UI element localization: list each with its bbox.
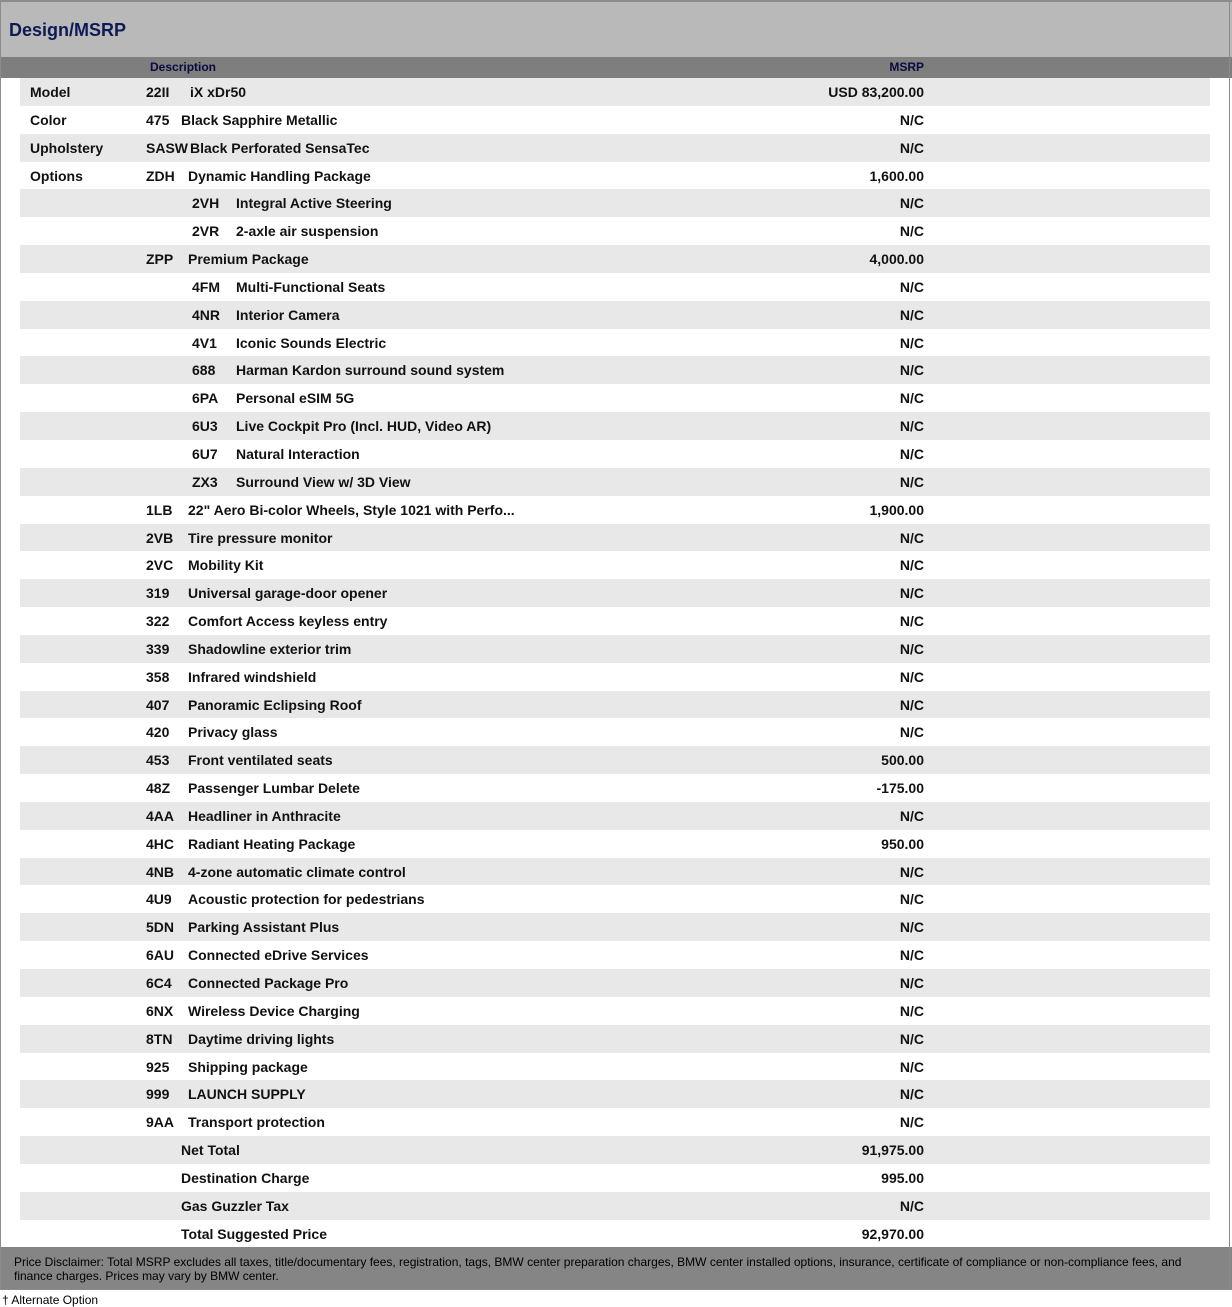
- option-code: 322: [146, 613, 170, 630]
- option-description: Harman Kardon surround sound system: [236, 362, 505, 379]
- option-price: N/C: [899, 445, 924, 462]
- option-code: 6NX: [146, 1002, 174, 1019]
- option-code: 8TN: [146, 1030, 173, 1047]
- option-price: N/C: [899, 1197, 924, 1214]
- option-code: 475: [146, 111, 170, 128]
- option-code: 1LB: [146, 501, 173, 518]
- option-description: Multi-Functional Seats: [236, 278, 386, 295]
- option-price: 92,970.00: [861, 1225, 924, 1242]
- option-price: N/C: [899, 863, 924, 880]
- option-code: 2VR: [192, 223, 220, 240]
- option-price: N/C: [899, 223, 924, 240]
- page-title: Design/MSRP: [9, 20, 127, 40]
- option-description: Connected Package Pro: [188, 975, 349, 991]
- option-code: 6PA: [192, 390, 219, 407]
- option-description: Premium Package: [188, 251, 309, 268]
- option-description: Total Suggested Price: [181, 1225, 327, 1242]
- option-description: Daytime driving lights: [188, 1030, 335, 1047]
- row-label: Upholstery: [30, 139, 104, 156]
- option-code: 339: [146, 640, 170, 657]
- option-code: 6AU: [146, 947, 175, 964]
- option-code: 9AA: [146, 1114, 175, 1131]
- option-code: 999: [146, 1086, 170, 1103]
- option-price: N/C: [899, 418, 924, 435]
- option-description: Dynamic Handling Package: [188, 167, 371, 184]
- option-price: N/C: [899, 947, 924, 964]
- option-price: N/C: [899, 1030, 924, 1047]
- option-description: Black Sapphire Metallic: [181, 111, 338, 128]
- option-description: Front ventilated seats: [188, 752, 333, 769]
- option-price: N/C: [899, 390, 924, 407]
- option-description: Acoustic protection for pedestrians: [188, 891, 425, 908]
- option-price: N/C: [899, 696, 924, 713]
- option-description: Net Total: [181, 1142, 240, 1159]
- option-price: 1,600.00: [869, 167, 924, 184]
- option-price: N/C: [899, 557, 924, 574]
- option-description: Connected eDrive Services: [188, 947, 369, 964]
- option-code: 4NB: [146, 863, 175, 880]
- option-description: Natural Interaction: [236, 445, 360, 462]
- option-description: 4-zone automatic climate control: [188, 863, 406, 880]
- option-description: Panoramic Eclipsing Roof: [188, 696, 362, 713]
- option-price: N/C: [899, 529, 924, 546]
- option-price: N/C: [899, 1058, 924, 1075]
- row-label: Color: [30, 111, 67, 128]
- option-code: 6U7: [192, 445, 218, 462]
- option-code: 453: [146, 752, 170, 769]
- option-description: Shadowline exterior trim: [188, 640, 352, 657]
- option-price: N/C: [899, 306, 924, 323]
- option-code: 407: [146, 696, 170, 713]
- option-code: 2VB: [146, 529, 174, 546]
- option-code: 22II: [146, 84, 170, 100]
- option-code: 6U3: [192, 418, 218, 435]
- row-label: Model: [30, 84, 71, 100]
- option-price: N/C: [899, 640, 924, 657]
- option-price: N/C: [899, 975, 924, 991]
- option-description: Tire pressure monitor: [188, 529, 333, 546]
- option-description: Interior Camera: [236, 306, 340, 323]
- price-disclaimer: Price Disclaimer: Total MSRP excludes all taxes, title/documentary fees, registration, tags, BMW center preparation charges, BMW center installed options, insurance, certificate of compliance or non-compliance fees, and finance charges. Prices may vary by BMW center.: [0, 1247, 1232, 1290]
- option-description: Black Perforated SensaTec: [190, 139, 370, 156]
- option-code: ZX3: [192, 473, 218, 490]
- option-code: 319: [146, 585, 170, 602]
- option-code: 688: [192, 362, 216, 379]
- row-label: Options: [30, 167, 83, 184]
- option-description: Live Cockpit Pro (Incl. HUD, Video AR): [236, 418, 492, 435]
- option-description: Personal eSIM 5G: [236, 390, 355, 407]
- option-code: 5DN: [146, 919, 175, 936]
- option-price: N/C: [899, 891, 924, 908]
- option-code: ZDH: [146, 167, 175, 184]
- option-price: N/C: [899, 724, 924, 741]
- option-description: Integral Active Steering: [236, 195, 392, 212]
- option-price: N/C: [899, 1086, 924, 1103]
- option-price: N/C: [899, 362, 924, 379]
- option-code: 4AA: [146, 807, 175, 824]
- option-price: 1,900.00: [869, 501, 924, 518]
- option-description: Comfort Access keyless entry: [188, 613, 388, 630]
- option-price: N/C: [899, 668, 924, 685]
- option-price: 500.00: [881, 752, 924, 769]
- option-description: Transport protection: [188, 1114, 325, 1131]
- option-price: N/C: [899, 613, 924, 630]
- header-description: Description: [150, 60, 217, 74]
- option-code: 925: [146, 1058, 170, 1075]
- option-code: 358: [146, 668, 170, 685]
- option-price: 91,975.00: [861, 1142, 924, 1159]
- option-price: N/C: [899, 111, 924, 128]
- option-price: -175.00: [876, 780, 924, 797]
- option-description: Universal garage-door opener: [188, 585, 388, 602]
- option-description: Privacy glass: [188, 724, 278, 741]
- option-price: 950.00: [881, 835, 924, 852]
- option-price: N/C: [899, 585, 924, 602]
- option-code: 48Z: [146, 780, 171, 797]
- option-code: ZPP: [146, 251, 174, 268]
- option-code: 420: [146, 724, 170, 741]
- option-code: 4U9: [146, 891, 172, 908]
- option-price: N/C: [899, 473, 924, 490]
- option-description: Passenger Lumbar Delete: [188, 780, 360, 797]
- option-description: Iconic Sounds Electric: [236, 334, 387, 351]
- option-price: N/C: [899, 139, 924, 156]
- option-code: SASW: [146, 139, 188, 156]
- option-price: N/C: [899, 919, 924, 936]
- option-description: Headliner in Anthracite: [188, 807, 341, 824]
- option-description: Gas Guzzler Tax: [181, 1197, 289, 1214]
- option-description: Mobility Kit: [188, 557, 264, 574]
- option-price: N/C: [899, 278, 924, 295]
- option-price: N/C: [899, 195, 924, 212]
- option-description: Parking Assistant Plus: [188, 919, 340, 936]
- option-description: Wireless Device Charging: [188, 1002, 360, 1019]
- option-description: 22" Aero Bi-color Wheels, Style 1021 with Perfo...: [188, 501, 515, 518]
- option-code: 4FM: [192, 278, 220, 295]
- option-price: USD 83,200.00: [828, 84, 924, 100]
- option-price: 4,000.00: [869, 251, 924, 268]
- option-description: 2-axle air suspension: [236, 223, 379, 240]
- option-code: 4HC: [146, 835, 175, 852]
- option-code: 2VH: [192, 195, 220, 212]
- option-description: Surround View w/ 3D View: [236, 473, 411, 490]
- option-price: N/C: [899, 334, 924, 351]
- option-description: Radiant Heating Package: [188, 835, 356, 852]
- option-code: 4V1: [192, 334, 217, 351]
- option-price: N/C: [899, 1002, 924, 1019]
- header-msrp: MSRP: [889, 60, 924, 74]
- option-code: 4NR: [192, 306, 221, 323]
- option-description: Infrared windshield: [188, 668, 317, 685]
- option-price: N/C: [899, 1114, 924, 1131]
- option-price: N/C: [899, 807, 924, 824]
- option-price: 995.00: [881, 1169, 924, 1186]
- option-code: 2VC: [146, 557, 174, 574]
- alternate-option-note: † Alternate Option: [2, 1293, 99, 1307]
- option-description: iX xDr50: [190, 84, 247, 100]
- option-description: Destination Charge: [181, 1169, 310, 1186]
- option-description: LAUNCH SUPPLY: [188, 1086, 306, 1103]
- option-code: 6C4: [146, 975, 172, 991]
- option-description: Shipping package: [188, 1058, 308, 1075]
